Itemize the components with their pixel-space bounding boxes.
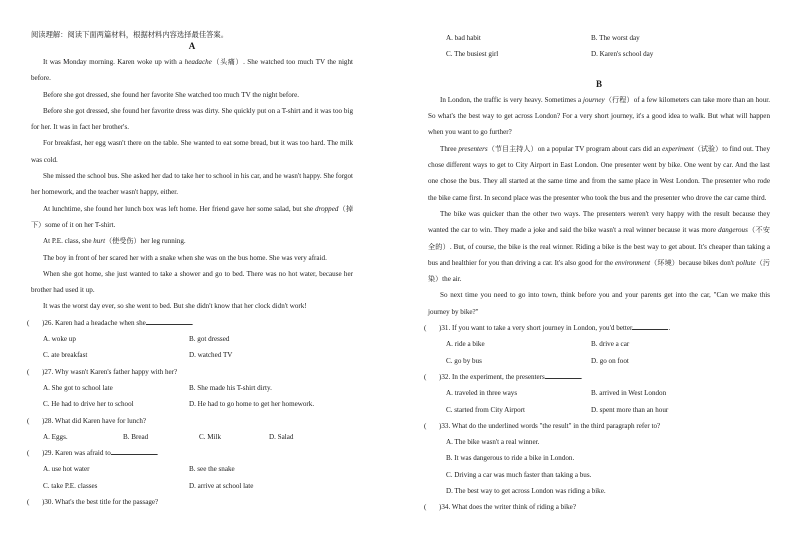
answer-blank[interactable]: [632, 322, 668, 330]
question-34: [424, 499, 770, 515]
option-a: A. Eggs.: [43, 432, 68, 441]
option-c: C. ate breakfast: [43, 351, 88, 360]
question-stem: )26. Karen had a headache when she: [42, 318, 146, 327]
question-stem: )29. Karen was afraid to: [42, 449, 111, 458]
left-column: [27, 30, 353, 510]
answer-bracket[interactable]: (: [27, 416, 30, 425]
answer-bracket[interactable]: (: [424, 503, 427, 512]
option-d: D. Salad: [269, 432, 294, 441]
passage-b-title: B: [595, 78, 602, 89]
option-a: A. traveled in three ways: [446, 389, 518, 398]
question-29: ( )29. Karen was afraid to .: [31, 445, 353, 461]
passage-a-paragraph: At P.E. class, she hurt（使受伤）her leg running.: [43, 237, 186, 246]
answer-bracket[interactable]: (: [27, 449, 30, 458]
answer-bracket[interactable]: (: [424, 421, 427, 430]
question-stem: )28. What did Karen have for lunch?: [42, 416, 147, 425]
answer-blank[interactable]: [545, 371, 581, 379]
passage-b-paragraph: Three presenters（节目主持人）on a popular TV program about cars did an experiment（试验）to find out. They chose different ways to get to City Airport in East London. One presenter went by bike. One went by car. And the last one chose the bus. They all started at the same time and from the same place in West London. The presenter who rode the bike came first. In second place was the presenter who took the bus and the presenter who drove the car came third.: [428, 144, 770, 202]
answer-blank[interactable]: [111, 447, 157, 455]
option-a: A. She got to school late: [43, 383, 113, 392]
answer-bracket[interactable]: (: [424, 372, 427, 381]
passage-a-paragraph: Before she got dressed, she found her favorite She watched too much TV the night before.: [43, 90, 300, 99]
question-33: [424, 418, 770, 434]
answer-bracket[interactable]: (: [424, 324, 427, 333]
passage-a-title: A: [188, 41, 196, 51]
option-b: B. She made his T-shirt dirty.: [189, 383, 272, 392]
option-b: B. arrived in West London: [591, 389, 667, 398]
option-d: D. arrive at school late: [189, 481, 254, 490]
option-b: B. It was dangerous to ride a bike in London.: [446, 454, 575, 463]
answer-bracket[interactable]: (: [27, 318, 30, 327]
question-27: [27, 364, 353, 380]
passage-a-paragraph: The boy in front of her scared her with a snake when she was on the bus home. She was very afraid.: [43, 253, 327, 262]
option-a: A. use hot water: [43, 465, 90, 474]
answer-bracket[interactable]: (: [27, 498, 30, 507]
option-a: A. woke up: [43, 335, 76, 344]
option-b: B. The worst day: [591, 34, 640, 42]
option-c: C. The busiest girl: [446, 50, 499, 59]
option-c: C. Driving a car was much faster than taking a bus.: [446, 470, 592, 479]
option-c: C. take P.E. classes: [43, 481, 98, 490]
passage-a-paragraph: She missed the school bus. She asked her dad to take her to school in his car, and he wasn't happy. She forgot her homework, and the teacher wasn't happy, either.: [31, 172, 353, 197]
option-b: B. Bread: [123, 432, 149, 441]
question-stem: )31. If you want to take a very short journey in London, you'd better: [439, 324, 633, 333]
option-c: C. go by bus: [446, 356, 482, 365]
option-b: B. got dressed: [189, 335, 230, 344]
option-d: D. He had to go home to get her homework.: [189, 400, 315, 409]
answer-bracket[interactable]: (: [27, 367, 30, 376]
option-c: C. Milk: [199, 432, 222, 441]
option-d: D. spent more than an hour: [591, 405, 669, 414]
option-a: A. bad habit: [446, 34, 481, 42]
option-a: A. ride a bike: [446, 340, 485, 349]
option-c: C. He had to drive her to school: [43, 400, 134, 409]
passage-a-paragraph: It was the worst day ever, so she went to bed. But she didn't know that her clock didn't work!: [43, 302, 307, 311]
option-a: A. The bike wasn't a real winner.: [446, 438, 540, 447]
question-stem: )30. What's the best title for the passage?: [42, 498, 159, 507]
question-26: ( )26. Karen had a headache when she .: [31, 315, 353, 331]
option-d: D. watched TV: [189, 351, 233, 360]
section-header: 阅读理解：阅读下面两篇材料，根据材料内容选择最佳答案。: [31, 30, 229, 39]
passage-a-paragraph: For breakfast, her egg wasn't there on the table. She wanted to eat some bread, but it was too hard. The milk was cold.: [31, 139, 353, 164]
question-stem: )34. What does the writer think of riding a bike?: [439, 503, 576, 512]
question-32: ( )32. In the experiment, the presenters .: [428, 369, 770, 385]
question-stem: )32. In the experiment, the presenters: [439, 372, 545, 381]
answer-blank[interactable]: [146, 317, 192, 325]
passage-b-paragraph: The bike was quicker than the other two ways. The presenters weren't very happy with the result because they wanted the car to win. They made a joke and said the bike wasn't a real winner because it was more dangerous（不安全的）. But, of course, the bike is the real winner. Riding a bike is the best way to get about. It's cheaper than taking a bus and healthier for you than driving a car. It's also good for the environment（环境）because bikes don't pollute（污染）the air.: [428, 209, 770, 284]
passage-a-paragraph: Before she got dressed, she found her favorite dress was dirty. She quickly put on a T-shirt and it was too big for her. It was in fact her brother's.: [31, 106, 353, 132]
question-stem: )33. What do the underlined words "the result" in the third paragraph refer to?: [439, 421, 661, 430]
passage-a-paragraph: At lunchtime, she found her lunch box was left home. Her friend gave her some salad, but she dropped（掉下）some of it on her T-shirt.: [31, 204, 353, 229]
passage-a-paragraph: When she got home, she just wanted to take a shower and go to bed. There was no hot water, because her brother had used it up.: [31, 269, 353, 295]
question-30: [27, 494, 353, 510]
question-stem: )27. Why wasn't Karen's father happy with her?: [42, 367, 178, 376]
right-column: [424, 30, 771, 516]
passage-a-paragraph: It was Monday morning. Karen woke up with a headache（头痛）. She watched too much TV the night before.: [31, 58, 353, 83]
question-28: [27, 413, 353, 429]
passage-b-paragraph: So next time you need to go into town, think before you and your parents get into the car, "Can we make this journey by bike?": [428, 291, 770, 316]
option-d: D. Karen's school day: [591, 50, 654, 59]
question-31: ( )31. If you want to take a very short journey in London, you'd better .: [428, 320, 770, 336]
option-d: D. go on foot: [591, 356, 629, 365]
passage-b-paragraph: In London, the traffic is very heavy. Sometimes a journey（行程）of a few kilometers can take more than an hour. So what's the best way to get across London? For a very short journey, it's a good idea to walk. But what will happen when you want to go further?: [428, 95, 771, 137]
option-b: B. see the snake: [189, 465, 235, 474]
option-b: B. drive a car: [591, 340, 630, 349]
option-d: D. The best way to get across London was riding a bike.: [446, 487, 606, 496]
option-c: C. started from City Airport: [446, 405, 526, 414]
